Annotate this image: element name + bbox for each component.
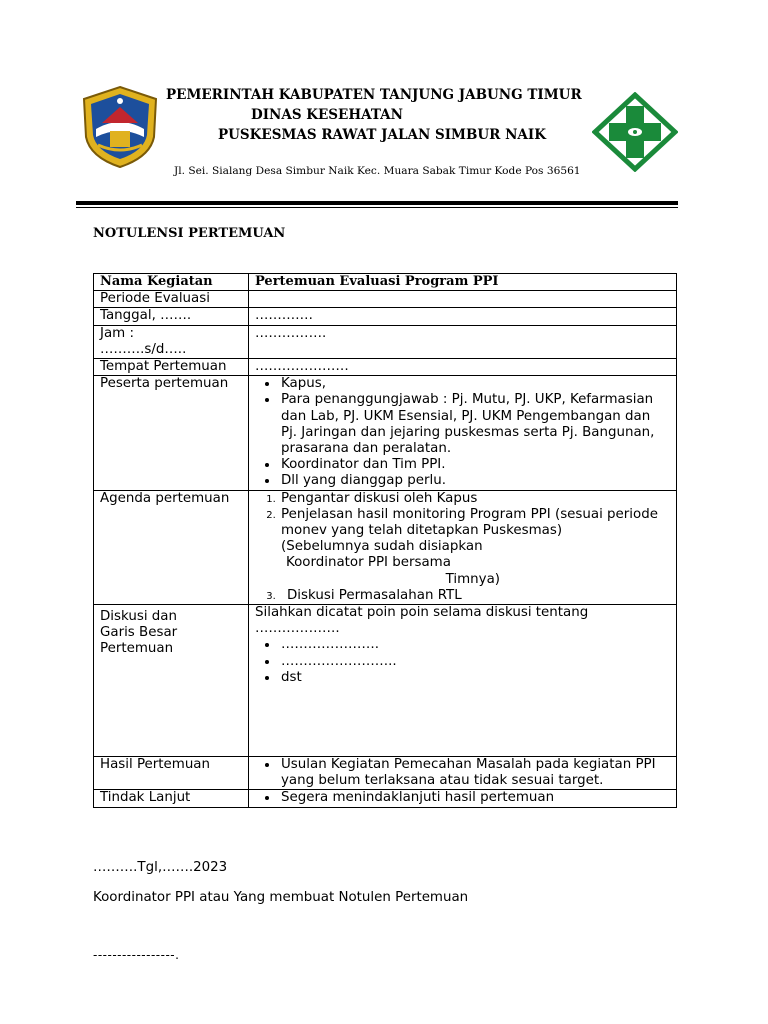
- table-row-tindak-lanjut: [94, 790, 677, 807]
- header-puskesmas: PUSKESMAS RAWAT JALAN SIMBUR NAIK: [218, 127, 546, 143]
- label-diskusi: [94, 605, 249, 757]
- diskusi-list: [255, 637, 670, 686]
- label-tempat: Tempat Pertemuan: [94, 359, 249, 376]
- peserta-list: [255, 376, 670, 489]
- hasil-list: [255, 757, 670, 789]
- value-tempat: …………………: [249, 359, 677, 376]
- table-row-tempat: [94, 359, 677, 376]
- label-jam-line1: Jam :: [100, 325, 134, 341]
- table-row-jam: [94, 325, 677, 358]
- value-jam: …………….: [249, 325, 677, 358]
- label-diskusi-line3: Pertemuan: [100, 641, 174, 657]
- table-row-periode: [94, 291, 677, 308]
- header-department: DINAS KESEHATAN: [251, 107, 403, 123]
- tindak-list: [255, 790, 670, 806]
- list-item: [279, 507, 670, 588]
- label-jam-line2: ……….s/d…..: [100, 341, 187, 357]
- header-divider-thick: [76, 201, 678, 205]
- minutes-table: [93, 273, 677, 808]
- label-tanggal: Tanggal, …….: [94, 308, 249, 325]
- value-agenda: [249, 490, 677, 604]
- list-item: • ……………………..: [279, 654, 670, 670]
- list-item: • Para penanggungjawab : Pj. Mutu, PJ. UKP, Kefarmasian dan Lab, PJ. UKM Esensial, PJ. UKM Pengembangan dan Pj. Jaringan dan jejaring puskesmas serta Pj. Bangunan, prasarana dan peralatan.: [279, 392, 670, 457]
- value-tanggal: ………….: [249, 308, 677, 325]
- table-row-peserta: [94, 376, 677, 490]
- agenda-list: [255, 491, 670, 604]
- label-nama-kegiatan: Nama Kegiatan: [94, 274, 249, 291]
- label-diskusi-line2: Garis Besar: [100, 625, 178, 641]
- label-tindak-lanjut: Tindak Lanjut: [94, 790, 249, 807]
- agenda-note-line2: Koordinator PPI bersama: [286, 555, 451, 571]
- list-item: • ………………….: [279, 637, 670, 653]
- label-hasil: Hasil Pertemuan: [94, 757, 249, 790]
- table-row-nama-kegiatan: [94, 274, 677, 291]
- list-item: 3. Diskusi Permasalahan RTL: [279, 588, 670, 604]
- value-peserta: [249, 376, 677, 490]
- agenda-note-line1: (Sebelumnya sudah disiapkan: [281, 539, 483, 555]
- list-item: • Kapus,: [279, 376, 670, 392]
- table-row-agenda: [94, 490, 677, 604]
- label-jam: [94, 325, 249, 358]
- table-row-tanggal: [94, 308, 677, 325]
- list-item: • Segera menindaklanjuti hasil pertemuan: [279, 790, 670, 806]
- label-periode: Periode Evaluasi: [94, 291, 249, 308]
- value-tindak-lanjut: [249, 790, 677, 807]
- value-diskusi: [249, 605, 677, 757]
- value-periode: [249, 291, 677, 308]
- table-row-hasil: [94, 757, 677, 790]
- list-item: • Koordinator dan Tim PPI.: [279, 457, 670, 473]
- kabupaten-seal-icon: [80, 85, 160, 169]
- signature-line: -----------------.: [93, 948, 180, 962]
- agenda-item-text: Penjelasan hasil monitoring Program PPI (sesuai periode monev yang telah ditetapkan Puskesmas): [281, 506, 658, 539]
- list-item: • Dll yang dianggap perlu.: [279, 473, 670, 489]
- table-row-diskusi: [94, 605, 677, 757]
- list-item: • Usulan Kegiatan Pemecahan Masalah pada kegiatan PPI yang belum terlaksana atau tidak sesuai target.: [279, 757, 670, 789]
- list-item: 1. Pengantar diskusi oleh Kapus: [279, 491, 670, 507]
- value-hasil: [249, 757, 677, 790]
- diskusi-intro: Silahkan dicatat poin poin selama diskusi tentang ……………….: [255, 605, 589, 637]
- document-title: NOTULENSI PERTEMUAN: [93, 226, 286, 241]
- puskesmas-logo-icon: [592, 92, 678, 172]
- header-divider-thin: [76, 207, 678, 208]
- agenda-note-line3: Timnya): [445, 571, 500, 587]
- label-diskusi-line1: Diskusi dan: [100, 609, 177, 625]
- label-agenda: Agenda pertemuan: [94, 490, 249, 604]
- header-government: PEMERINTAH KABUPATEN TANJUNG JABUNG TIMUR: [166, 87, 582, 103]
- date-line: ……….Tgl,…….2023: [93, 860, 228, 875]
- label-peserta: Peserta pertemuan: [94, 376, 249, 490]
- list-item: • dst: [279, 670, 670, 686]
- signer-title: Koordinator PPI atau Yang membuat Notulen Pertemuan: [93, 890, 469, 905]
- header-address: Jl. Sei. Sialang Desa Simbur Naik Kec. Muara Sabak Timur Kode Pos 36561: [174, 165, 581, 177]
- value-nama-kegiatan: Pertemuan Evaluasi Program PPI: [249, 274, 677, 291]
